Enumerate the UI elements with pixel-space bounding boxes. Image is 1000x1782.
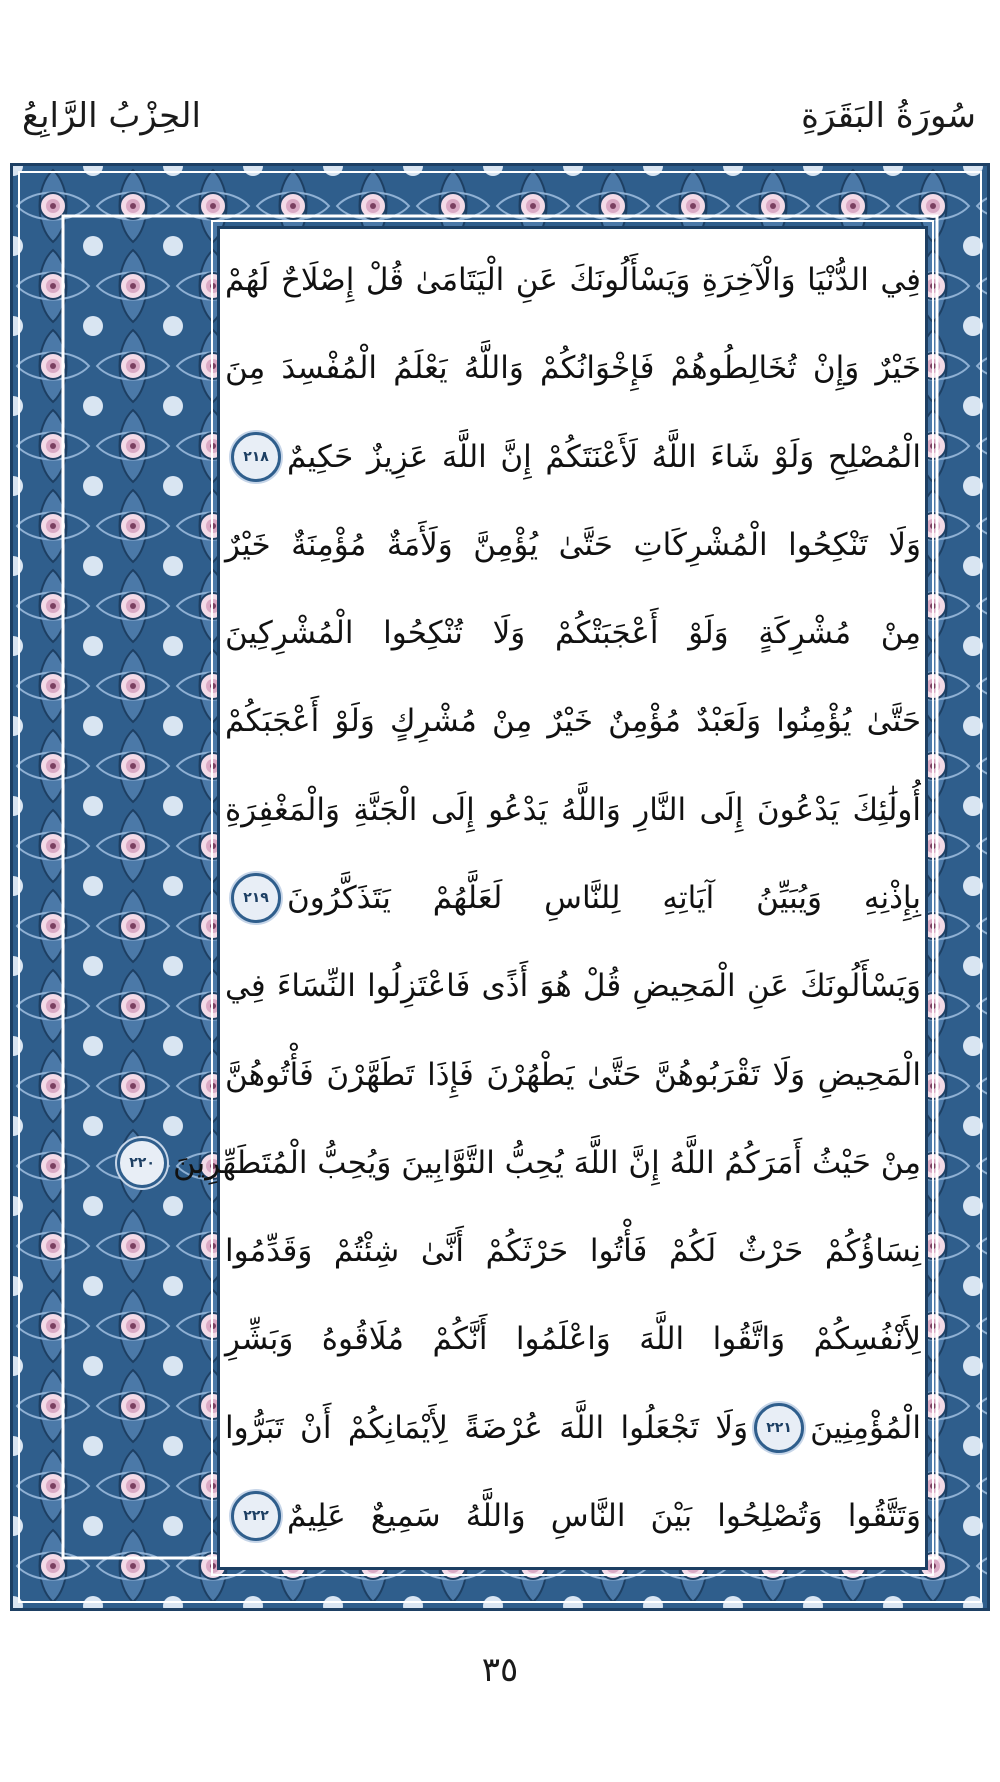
text-line bbox=[225, 1031, 921, 1119]
hizb-title: الحِزْبُ الرَّابِعُ bbox=[22, 96, 201, 136]
line-text-continued: وَلَا تَجْعَلُوا اللَّهَ عُرْضَةً لِأَيْمَانِكُمْ أَنْ تَبَرُّوا bbox=[225, 1409, 749, 1446]
line-text: خَيْرٌ وَإِنْ تُخَالِطُوهُمْ فَإِخْوَانُكُمْ وَاللَّهُ يَعْلَمُ الْمُفْسِدَ مِنَ bbox=[225, 350, 921, 387]
line-text: وَيَسْأَلُونَكَ عَنِ الْمَحِيضِ قُلْ هُوَ أَذًى فَاعْتَزِلُوا النِّسَاءَ فِي bbox=[225, 968, 921, 1005]
text-line bbox=[225, 501, 921, 589]
text-line bbox=[129, 1119, 921, 1207]
text-line bbox=[225, 589, 921, 677]
line-text: لِأَنْفُسِكُمْ وَاتَّقُوا اللَّهَ وَاعْلَمُوا أَنَّكُمْ مُلَاقُوهُ وَبَشِّرِ bbox=[225, 1321, 921, 1358]
ayah-number-marker: ٢٢٠ bbox=[117, 1138, 167, 1188]
ayah-number-marker: ٢٢١ bbox=[754, 1403, 804, 1453]
line-text: الْمَحِيضِ وَلَا تَقْرَبُوهُنَّ حَتَّىٰ يَطْهُرْنَ فَإِذَا تَطَهَّرْنَ فَأْتُوهُنَّ bbox=[225, 1056, 921, 1093]
line-text: وَتَتَّقُوا وَتُصْلِحُوا بَيْنَ النَّاسِ وَاللَّهُ سَمِيعٌ عَلِيمٌ bbox=[287, 1497, 921, 1534]
line-text: مِنْ حَيْثُ أَمَرَكُمُ اللَّهُ إِنَّ اللَّهَ يُحِبُّ التَّوَّابِينَ وَيُحِبُّ الْمُتَطَهِّرِينَ bbox=[173, 1144, 921, 1181]
line-text: الْمُؤْمِنِينَ bbox=[810, 1409, 921, 1446]
line-text: أُولَٰئِكَ يَدْعُونَ إِلَى النَّارِ وَاللَّهُ يَدْعُو إِلَى الْجَنَّةِ وَالْمَغْفِرَةِ bbox=[225, 791, 921, 828]
ayah-number-marker: ٢٢٢ bbox=[231, 1491, 281, 1541]
text-line bbox=[225, 324, 921, 412]
text-line bbox=[225, 854, 921, 942]
line-text: الْمُصْلِحِ وَلَوْ شَاءَ اللَّهُ لَأَعْنَتَكُمْ إِنَّ اللَّهَ عَزِيزٌ حَكِيمٌ bbox=[287, 438, 921, 475]
line-text: فِي الدُّنْيَا وَالْآخِرَةِ وَيَسْأَلُونَكَ عَنِ الْيَتَامَىٰ قُلْ إِصْلَاحٌ لَهُمْ bbox=[225, 262, 921, 298]
text-line bbox=[225, 236, 921, 324]
ayah-number-marker: ٢١٩ bbox=[231, 873, 281, 923]
text-line bbox=[225, 942, 921, 1030]
line-text: بِإِذْنِهِ وَيُبَيِّنُ آيَاتِهِ لِلنَّاسِ لَعَلَّهُمْ يَتَذَكَّرُونَ bbox=[287, 879, 921, 916]
page-header bbox=[0, 0, 1000, 160]
text-line bbox=[225, 1472, 921, 1560]
surah-title: سُورَةُ البَقَرَةِ bbox=[801, 96, 976, 136]
text-line bbox=[225, 1207, 921, 1295]
line-text: وَلَا تَنْكِحُوا الْمُشْرِكَاتِ حَتَّىٰ يُؤْمِنَّ وَلَأَمَةٌ مُؤْمِنَةٌ خَيْرٌ bbox=[225, 526, 921, 563]
text-line bbox=[225, 1384, 921, 1472]
ayah-number-marker: ٢١٨ bbox=[231, 432, 281, 482]
text-line bbox=[225, 1295, 921, 1383]
line-text: نِسَاؤُكُمْ حَرْثٌ لَكُمْ فَأْتُوا حَرْثَكُمْ أَنَّىٰ شِئْتُمْ وَقَدِّمُوا bbox=[225, 1233, 921, 1270]
text-line bbox=[225, 413, 921, 501]
line-text: مِنْ مُشْرِكَةٍ وَلَوْ أَعْجَبَتْكُمْ وَلَا تُنْكِحُوا الْمُشْرِكِينَ bbox=[225, 615, 921, 652]
line-text: حَتَّىٰ يُؤْمِنُوا وَلَعَبْدٌ مُؤْمِنٌ خَيْرٌ مِنْ مُشْرِكٍ وَلَوْ أَعْجَبَكُمْ bbox=[225, 703, 921, 740]
page-number: ٣٥ bbox=[481, 1650, 519, 1690]
quran-text bbox=[129, 236, 921, 1560]
text-line bbox=[225, 677, 921, 765]
text-line bbox=[225, 766, 921, 854]
